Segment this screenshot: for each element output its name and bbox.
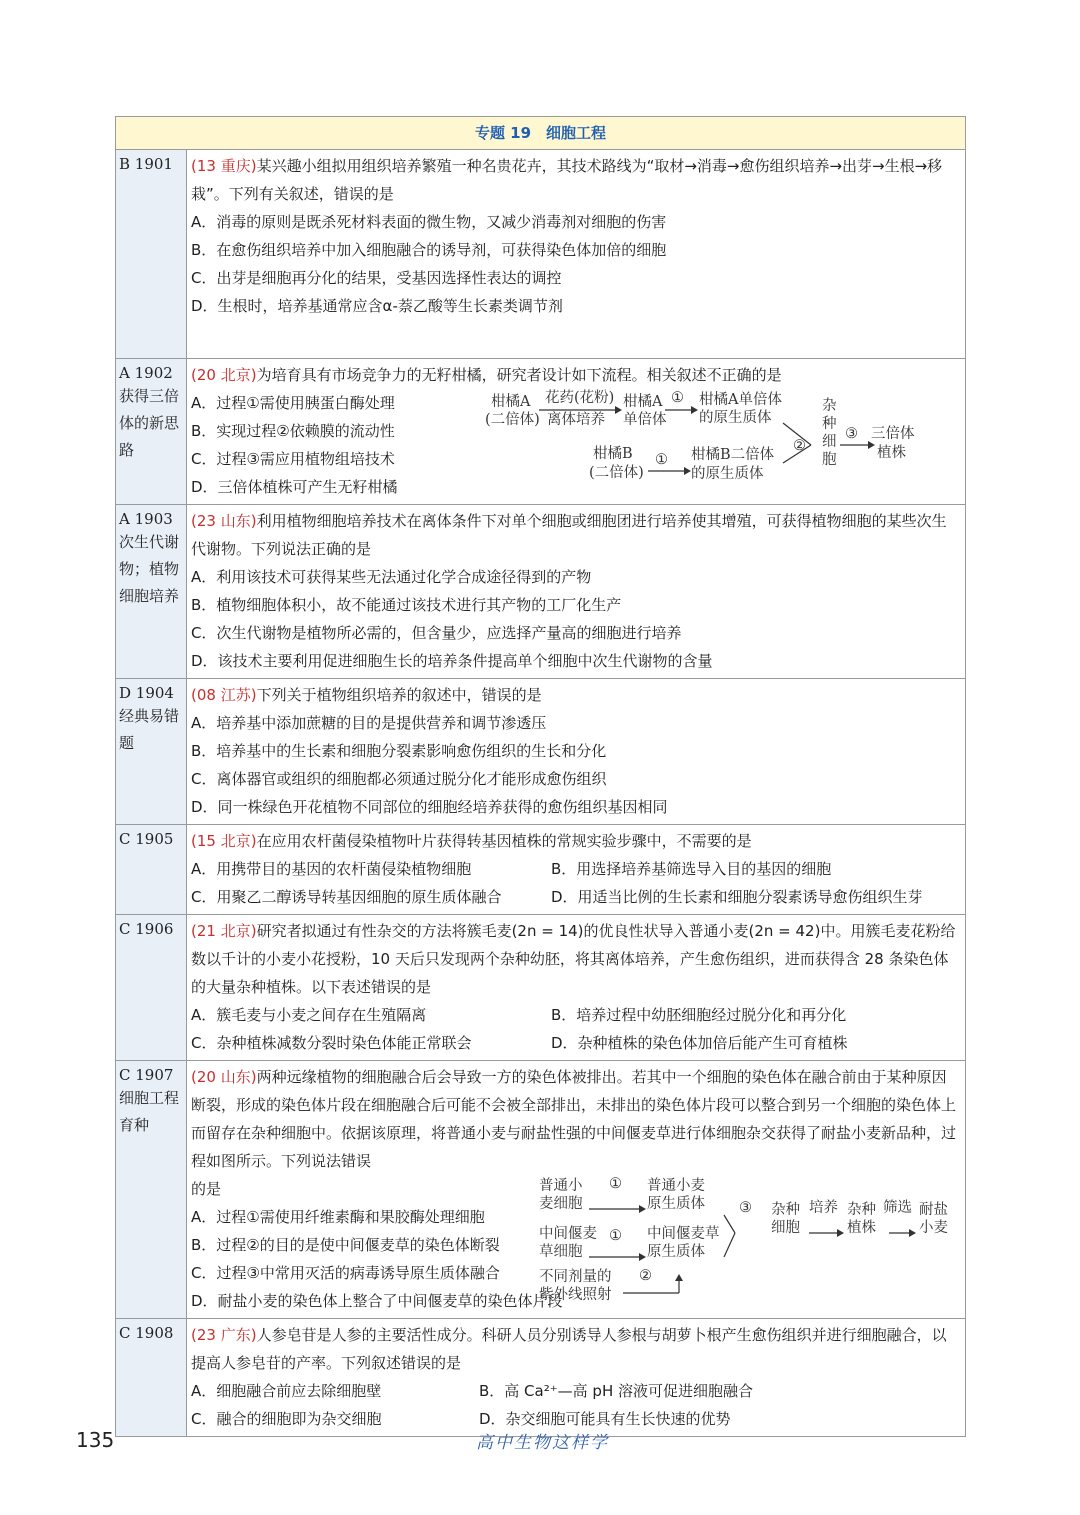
question-table: [115, 116, 966, 1437]
answer-cell: [116, 679, 187, 825]
option-d: D．生根时，培养基通常应含α-萘乙酸等生长素类调节剂: [191, 297, 563, 315]
answer-cell: [116, 505, 187, 679]
diagram-label: 普通小: [539, 1178, 583, 1194]
question-cell: [187, 359, 966, 505]
footer-brand: 高中生物这样学: [476, 1433, 609, 1453]
diagram-label: 中间偃麦: [539, 1226, 597, 1242]
flow-diagram-citrus: [485, 390, 945, 493]
option-b: B．实现过程②依赖膜的流动性: [191, 422, 395, 440]
question-source: (23 山东): [191, 512, 257, 530]
option-b: B．在愈伤组织培养中加入细胞融合的诱导剂，可获得染色体加倍的细胞: [191, 241, 667, 259]
diagram-label: ③: [739, 1200, 752, 1216]
question-stem: 人参皂苷是人参的主要活性成分。科研人员分别诱导人参根与胡萝卜根产生愈伤组织并进行细胞融合，以提高人参皂苷的产率。下列叙述错误的是: [191, 1326, 947, 1372]
diagram-label: 单倍体: [623, 412, 667, 428]
question-cell: [187, 825, 966, 915]
note-line: 物；植物: [119, 560, 180, 578]
option-row: [191, 855, 961, 883]
question-source: (15 北京): [191, 832, 257, 850]
question-cell: [187, 150, 966, 359]
diagram-label: (二倍体): [485, 412, 540, 428]
diagram-label: 中间偃麦草: [647, 1226, 720, 1242]
answer-cell: [116, 1061, 187, 1319]
option-b: B．用选择培养基筛选导入目的基因的细胞: [551, 860, 832, 878]
diagram-label: (二倍体): [589, 465, 644, 481]
option-a: A．过程①需使用胰蛋白酶处理: [191, 394, 395, 412]
diagram-label: 耐盐: [919, 1202, 948, 1218]
option-c: C．过程③需应用植物组培技术: [191, 450, 395, 468]
question-cell: [187, 505, 966, 679]
diagram-label: 培养: [809, 1200, 838, 1216]
diagram-label: 柑橘A: [623, 394, 663, 410]
diagram-label: 离体培养: [547, 412, 605, 428]
diagram-label: 三倍体: [871, 426, 915, 442]
option-row: [191, 1029, 961, 1057]
option-c: C．用聚乙二醇诱导转基因细胞的原生质体融合: [191, 888, 502, 906]
question-stem: 利用植物细胞培养技术在离体条件下对单个细胞或细胞团进行培养使其增殖，可获得植物细胞的某些次生代谢物。下列说法正确的是: [191, 512, 947, 558]
diagram-label: 植株: [877, 445, 906, 461]
option-b: B．过程②的目的是使中间偃麦草的染色体断裂: [191, 1236, 500, 1254]
option-c: C．融合的细胞即为杂交细胞: [191, 1410, 382, 1428]
question-cell: [187, 1319, 966, 1437]
table-header: [116, 117, 966, 150]
question-source: (21 北京): [191, 922, 257, 940]
diagram-label: 原生质体: [647, 1196, 705, 1212]
option-c: C．次生代谢物是植物所必需的，但含量少，应选择产量高的细胞进行培养: [191, 624, 682, 642]
option-d: D．耐盐小麦的染色体上整合了中间偃麦草的染色体片段: [191, 1292, 563, 1310]
diagram-label: 麦细胞: [539, 1196, 583, 1212]
option-a: A．簇毛麦与小麦之间存在生殖隔离: [191, 1006, 427, 1024]
answer-code: C 1907: [119, 1066, 174, 1084]
diagram-label: ①: [655, 452, 668, 468]
question-source: (20 山东): [191, 1068, 257, 1086]
note-line: 育种: [119, 1116, 150, 1134]
question-row: [116, 359, 966, 505]
question-row: [116, 679, 966, 825]
option-c: C．过程③中常用灭活的病毒诱导原生质体融合: [191, 1264, 500, 1282]
diagram-label: 细胞: [771, 1220, 800, 1236]
option-d: D．用适当比例的生长素和细胞分裂素诱导愈伤组织生芽: [551, 888, 923, 906]
diagram-label: 植株: [847, 1220, 876, 1236]
answer-code: C 1905: [119, 830, 174, 848]
diagram-label: 柑橘B: [593, 446, 633, 462]
question-row: [116, 505, 966, 679]
answer-cell: [116, 359, 187, 505]
question-stem: 在应用农杆菌侵染植物叶片获得转基因植株的常规实验步骤中，不需要的是: [256, 832, 752, 850]
diagram-label: 不同剂量的: [539, 1269, 612, 1285]
diagram-label: 柑橘A: [491, 394, 531, 410]
diagram-label: 原生质体: [647, 1244, 705, 1260]
option-row: [191, 883, 961, 911]
question-source: (20 北京): [191, 366, 257, 384]
note-line: 获得三倍: [119, 387, 180, 405]
option-a: A．利用该技术可获得某些无法通过化学合成途径得到的产物: [191, 568, 592, 586]
question-stem: 两种远缘植物的细胞融合后会导致一方的染色体被排出。若其中一个细胞的染色体在融合前由于某种原因断裂，形成的染色体片段在细胞融合后可能不会被全部排出，未排出的染色体片段可以整合到另一个细胞的染色体上而留存在杂种细胞中。依据该原理，将普通小麦与耐盐性强的中间偃麦草进行体细胞杂交获得了耐盐小麦新品种，过程如图所示。下列说法错误: [191, 1068, 957, 1170]
section-title: 专题 19 细胞工程: [474, 124, 607, 142]
diagram-label: ②: [639, 1268, 652, 1284]
option-c: C．出芽是细胞再分化的结果，受基因选择性表达的调控: [191, 269, 562, 287]
question-source: (23 广东): [191, 1326, 257, 1344]
option-d: D．同一株绿色开花植物不同部位的细胞经培养获得的愈伤组织基因相同: [191, 798, 668, 816]
note-line: 体的新思: [119, 414, 180, 432]
diagram-label: ③: [845, 426, 858, 442]
answer-code: C 1906: [119, 920, 174, 938]
diagram-label: 小麦: [919, 1220, 948, 1236]
option-b: B．植物细胞体积小，故不能通过该技术进行其产物的工厂化生产: [191, 596, 622, 614]
note-line: 次生代谢: [119, 533, 180, 551]
question-cell: [187, 915, 966, 1061]
question-stem: 为培育具有市场竞争力的无籽柑橘，研究者设计如下流程。相关叙述不正确的是: [256, 366, 782, 384]
answer-code: A 1903: [119, 510, 173, 528]
diagram-label: ①: [609, 1176, 622, 1192]
option-b: B．培养基中的生长素和细胞分裂素影响愈伤组织的生长和分化: [191, 742, 607, 760]
diagram-label: ②: [793, 438, 806, 454]
diagram-label: 杂种: [771, 1202, 800, 1218]
question-cell: [187, 1061, 966, 1319]
option-c: C．杂种植株减数分裂时染色体能正常联会: [191, 1034, 472, 1052]
question-stem-end: 的是: [191, 1180, 222, 1198]
option-d: D．该技术主要利用促进细胞生长的培养条件提高单个细胞中次生代谢物的含量: [191, 652, 713, 670]
option-a: A．过程①需使用纤维素酶和果胶酶处理细胞: [191, 1208, 485, 1226]
flow-diagram-wheat: [539, 1176, 959, 1313]
question-stem: 下列关于植物组织培养的叙述中，错误的是: [256, 686, 542, 704]
diagram-label: 的原生质体: [699, 410, 772, 426]
diagram-label: 紫外线照射: [539, 1287, 612, 1303]
note-line: 细胞工程: [119, 1089, 180, 1107]
page-number: 135: [76, 1428, 115, 1452]
question-row: [116, 1319, 966, 1437]
answer-code: A 1902: [119, 364, 173, 382]
note-line: 题: [119, 734, 135, 752]
option-c: C．离体器官或组织的细胞都必须通过脱分化才能形成愈伤组织: [191, 770, 607, 788]
diagram-label: 的原生质体: [691, 466, 764, 482]
diagram-label: 杂种细胞: [822, 398, 837, 468]
option-a: A．用携带目的基因的农杆菌侵染植物细胞: [191, 860, 472, 878]
answer-code: B 1901: [119, 155, 173, 173]
note-line: 路: [119, 441, 135, 459]
question-row: [116, 150, 966, 359]
option-a: A．培养基中添加蔗糖的目的是提供营养和调节渗透压: [191, 714, 547, 732]
option-row: [191, 1001, 961, 1029]
diagram-label: ①: [609, 1228, 622, 1244]
diagram-label: 杂种: [847, 1202, 876, 1218]
option-a: A．细胞融合前应去除细胞壁: [191, 1382, 382, 1400]
question-row: [116, 825, 966, 915]
option-a: A．消毒的原则是既杀死材料表面的微生物，又减少消毒剂对细胞的伤害: [191, 213, 667, 231]
diagram-label: 草细胞: [539, 1244, 583, 1260]
diagram-label: 筛选: [883, 1200, 912, 1216]
option-d: D．三倍体植株可产生无籽柑橘: [191, 478, 398, 496]
diagram-label: 花药(花粉): [545, 390, 615, 406]
answer-cell: [116, 915, 187, 1061]
question-row: [116, 915, 966, 1061]
answer-cell: [116, 150, 187, 359]
question-stem: 研究者拟通过有性杂交的方法将簇毛麦(2n = 14)的优良性状导入普通小麦(2n = 42)中。用簇毛麦花粉给数以千计的小麦小花授粉，10 天后只发现两个杂种幼胚，将其离体培养，产生愈伤组织，进而获得含 28 条染色体的大量杂种植株。以下表述错误的是: [191, 922, 956, 996]
answer-code: C 1908: [119, 1324, 174, 1342]
option-d: D．杂种植株的染色体加倍后能产生可育植株: [551, 1034, 848, 1052]
question-source: (13 重庆): [191, 157, 257, 175]
diagram-label: ①: [671, 390, 684, 406]
option-row: [191, 1377, 961, 1405]
answer-cell: [116, 1319, 187, 1437]
answer-cell: [116, 825, 187, 915]
option-b: B．高 Ca²⁺—高 pH 溶液可促进细胞融合: [479, 1382, 753, 1400]
question-stem: 某兴趣小组拟用组织培养繁殖一种名贵花卉，其技术路线为“取材→消毒→愈伤组织培养→出芽→生根→移栽”。下列有关叙述，错误的是: [191, 157, 943, 203]
diagram-label: 柑橘B二倍体: [691, 447, 775, 463]
note-line: 经典易错: [119, 707, 180, 725]
option-d: D．杂交细胞可能具有生长快速的优势: [479, 1410, 731, 1428]
note-line: 细胞培养: [119, 587, 180, 605]
question-row: [116, 1061, 966, 1319]
diagram-label: 普通小麦: [647, 1178, 705, 1194]
question-cell: [187, 679, 966, 825]
diagram-label: 柑橘A单倍体: [699, 392, 782, 408]
option-b: B．培养过程中幼胚细胞经过脱分化和再分化: [551, 1006, 847, 1024]
answer-code: D 1904: [119, 684, 174, 702]
question-source: (08 江苏): [191, 686, 257, 704]
